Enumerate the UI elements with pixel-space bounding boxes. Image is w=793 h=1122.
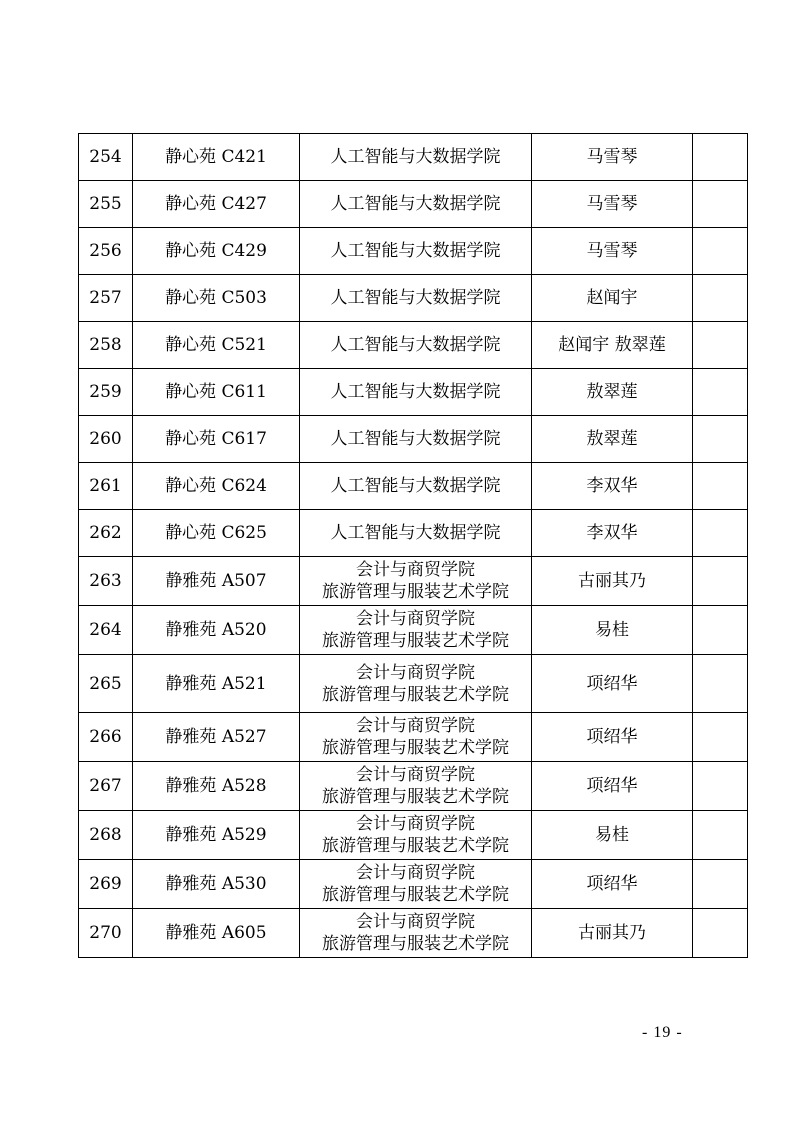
college-cell	[300, 275, 532, 322]
table-row	[79, 713, 748, 762]
row-number-cell: 268	[79, 811, 133, 860]
college-name: 会计与商贸学院	[356, 609, 475, 629]
college-cell	[300, 463, 532, 510]
college-cell	[300, 369, 532, 416]
row-number-cell: 258	[79, 322, 133, 369]
row-number-cell: 262	[79, 510, 133, 557]
row-number-cell: 254	[79, 134, 133, 181]
note-cell	[693, 811, 748, 860]
note-cell	[693, 322, 748, 369]
college-name: 旅游管理与服装艺术学院	[322, 934, 509, 954]
college-cell	[300, 322, 532, 369]
college-name: 会计与商贸学院	[356, 814, 475, 834]
room-cell: 静雅苑 A529	[133, 811, 300, 860]
row-number-cell: 256	[79, 228, 133, 275]
room-cell: 静心苑 C429	[133, 228, 300, 275]
room-cell: 静雅苑 A528	[133, 762, 300, 811]
room-cell: 静心苑 C625	[133, 510, 300, 557]
table-row	[79, 275, 748, 322]
college-name: 会计与商贸学院	[356, 863, 475, 883]
teacher-cell: 项绍华	[532, 713, 693, 762]
note-cell	[693, 713, 748, 762]
page-number: - 19 -	[642, 1024, 683, 1041]
note-cell	[693, 416, 748, 463]
row-number-cell: 265	[79, 655, 133, 713]
college-name: 会计与商贸学院	[356, 560, 475, 580]
row-number-cell: 270	[79, 909, 133, 958]
room-cell: 静雅苑 A605	[133, 909, 300, 958]
college-name: 旅游管理与服装艺术学院	[322, 836, 509, 856]
college-cell	[300, 134, 532, 181]
college-name: 旅游管理与服装艺术学院	[322, 684, 509, 705]
college-cell	[300, 655, 532, 713]
teacher-cell: 赵闻宇	[532, 275, 693, 322]
table-row	[79, 811, 748, 860]
table-row	[79, 606, 748, 655]
note-cell	[693, 463, 748, 510]
row-number-cell: 267	[79, 762, 133, 811]
table-row	[79, 909, 748, 958]
college-name: 人工智能与大数据学院	[330, 335, 501, 355]
college-cell	[300, 228, 532, 275]
table-row	[79, 762, 748, 811]
table-row	[79, 655, 748, 713]
teacher-cell: 项绍华	[532, 762, 693, 811]
college-name: 会计与商贸学院	[356, 912, 475, 932]
teacher-cell: 易桂	[532, 606, 693, 655]
college-name: 人工智能与大数据学院	[330, 147, 501, 167]
room-cell: 静心苑 C617	[133, 416, 300, 463]
college-cell	[300, 416, 532, 463]
note-cell	[693, 860, 748, 909]
note-cell	[693, 655, 748, 713]
teacher-cell: 马雪琴	[532, 228, 693, 275]
college-name: 旅游管理与服装艺术学院	[322, 885, 509, 905]
college-name: 会计与商贸学院	[356, 662, 475, 683]
college-name: 旅游管理与服装艺术学院	[322, 582, 509, 602]
teacher-cell: 敖翠莲	[532, 369, 693, 416]
college-name: 人工智能与大数据学院	[330, 523, 501, 543]
table-row	[79, 322, 748, 369]
table-row	[79, 134, 748, 181]
teacher-cell: 马雪琴	[532, 134, 693, 181]
college-name: 旅游管理与服装艺术学院	[322, 787, 509, 807]
note-cell	[693, 369, 748, 416]
row-number-cell: 266	[79, 713, 133, 762]
room-cell: 静心苑 C521	[133, 322, 300, 369]
college-name: 人工智能与大数据学院	[330, 476, 501, 496]
teacher-cell: 李双华	[532, 510, 693, 557]
college-name: 人工智能与大数据学院	[330, 288, 501, 308]
room-cell: 静雅苑 A507	[133, 557, 300, 606]
row-number-cell: 263	[79, 557, 133, 606]
college-name: 人工智能与大数据学院	[330, 429, 501, 449]
table-row	[79, 860, 748, 909]
row-number-cell: 261	[79, 463, 133, 510]
note-cell	[693, 909, 748, 958]
college-name: 旅游管理与服装艺术学院	[322, 631, 509, 651]
table-row	[79, 463, 748, 510]
table-row	[79, 510, 748, 557]
note-cell	[693, 557, 748, 606]
row-number-cell: 257	[79, 275, 133, 322]
college-name: 人工智能与大数据学院	[330, 382, 501, 402]
table-row	[79, 228, 748, 275]
teacher-cell: 敖翠莲	[532, 416, 693, 463]
teacher-cell: 李双华	[532, 463, 693, 510]
college-cell	[300, 606, 532, 655]
college-cell	[300, 909, 532, 958]
room-cell: 静雅苑 A521	[133, 655, 300, 713]
note-cell	[693, 181, 748, 228]
college-cell	[300, 811, 532, 860]
college-cell	[300, 557, 532, 606]
college-cell	[300, 510, 532, 557]
room-cell: 静心苑 C421	[133, 134, 300, 181]
row-number-cell: 264	[79, 606, 133, 655]
teacher-cell: 古丽其乃	[532, 557, 693, 606]
note-cell	[693, 228, 748, 275]
college-name: 会计与商贸学院	[356, 716, 475, 736]
row-number-cell: 259	[79, 369, 133, 416]
teacher-cell: 马雪琴	[532, 181, 693, 228]
college-name: 会计与商贸学院	[356, 765, 475, 785]
dormitory-assignment-table	[78, 133, 748, 958]
room-cell: 静心苑 C624	[133, 463, 300, 510]
teacher-cell: 项绍华	[532, 655, 693, 713]
college-name: 人工智能与大数据学院	[330, 194, 501, 214]
teacher-cell: 项绍华	[532, 860, 693, 909]
teacher-cell: 易桂	[532, 811, 693, 860]
college-cell	[300, 181, 532, 228]
college-name: 人工智能与大数据学院	[330, 241, 501, 261]
note-cell	[693, 134, 748, 181]
note-cell	[693, 606, 748, 655]
row-number-cell: 260	[79, 416, 133, 463]
teacher-cell: 古丽其乃	[532, 909, 693, 958]
college-cell	[300, 860, 532, 909]
table-row	[79, 416, 748, 463]
room-cell: 静心苑 C503	[133, 275, 300, 322]
college-cell	[300, 713, 532, 762]
college-cell	[300, 762, 532, 811]
table-row	[79, 369, 748, 416]
table-row	[79, 181, 748, 228]
room-cell: 静心苑 C611	[133, 369, 300, 416]
teacher-cell: 赵闻宇 敖翠莲	[532, 322, 693, 369]
room-cell: 静雅苑 A520	[133, 606, 300, 655]
note-cell	[693, 510, 748, 557]
note-cell	[693, 275, 748, 322]
row-number-cell: 255	[79, 181, 133, 228]
room-cell: 静雅苑 A527	[133, 713, 300, 762]
college-name: 旅游管理与服装艺术学院	[322, 738, 509, 758]
row-number-cell: 269	[79, 860, 133, 909]
room-cell: 静心苑 C427	[133, 181, 300, 228]
table-body	[79, 134, 748, 958]
room-cell: 静雅苑 A530	[133, 860, 300, 909]
table-row	[79, 557, 748, 606]
note-cell	[693, 762, 748, 811]
